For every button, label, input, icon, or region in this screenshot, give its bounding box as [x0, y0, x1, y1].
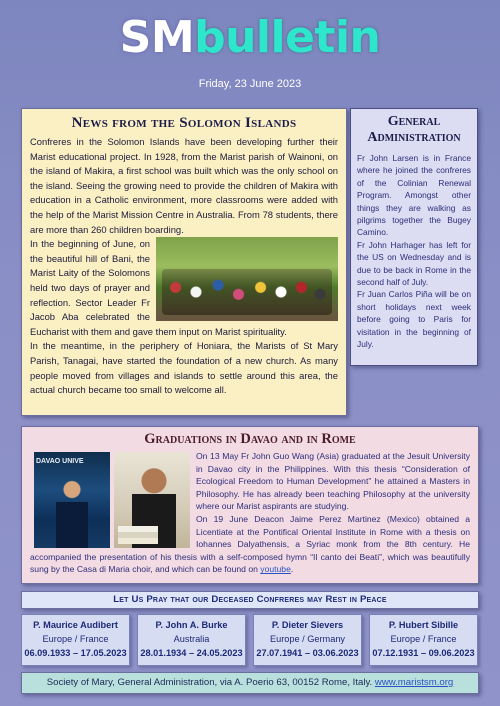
graduations-paragraph-2-end: .: [290, 564, 294, 575]
news-title: News from the Solomon Islands: [71, 115, 297, 131]
graduations-panel: [21, 426, 479, 584]
deceased-dates: 07.12.1931 – 09.06.2023: [372, 648, 475, 658]
deceased-card: [369, 614, 478, 666]
footer-address: Society of Mary, General Administration, via A. Poerio 63, 00152 Rome, Italy.: [46, 677, 373, 688]
deceased-name: P. John A. Burke: [155, 620, 228, 630]
deceased-dates: 06.09.1933 – 17.05.2023: [24, 648, 127, 658]
deceased-name: P. Dieter Sievers: [271, 620, 344, 630]
deceased-region: Europe / Germany: [269, 634, 346, 644]
deceased-region: Australia: [173, 634, 210, 644]
general-admin-panel: [350, 108, 478, 366]
masthead-sm: SM: [119, 12, 195, 63]
deceased-name: P. Hubert Sibille: [388, 620, 459, 630]
issue-date: Friday, 23 June 2023: [198, 78, 302, 90]
masthead-logo: [0, 8, 500, 68]
admin-title: General Administration: [367, 114, 461, 145]
youtube-link[interactable]: youtube: [260, 564, 291, 575]
news-paragraph-2: In the beginning of June, on the beautiful hill of Bani, the Marist Laity of the Solomons held two days of prayer and reflection. Sector Leader Fr Jacob Aba celebrated the Eucharist with them and gave them input on Marist spirituality.: [30, 238, 287, 337]
news-solomon-panel: [21, 108, 347, 416]
deceased-dates: 28.01.1934 – 24.05.2023: [140, 648, 243, 658]
admin-paragraph-1: Fr John Larsen is in France where he joined the confreres of the Colinian Renewal Program. Amongst other things they are walking as pilgrims together the Bugey Camino.: [357, 153, 471, 238]
news-paragraph-1: Confreres in the Solomon Islands have been developing further their Marist educational project. In 1928, from the Marist parish of Wainoni, on the island of Makira, a first school was built which was the only school on the island. Seeing the growing need to provide the children of Makira with education in a Catholic environment, more classrooms were added with the help of the Marist Mission Centre in Australia. From 78 students, there are more than 260 children boarding.: [30, 136, 338, 235]
masthead-bulletin: bulletin: [194, 12, 381, 63]
graduations-paragraph-1: On 13 May Fr John Guo Wang (Asia) graduated at the Jesuit University in Davao city in the Philippines. With this thesis “Consideration of Ecological Freedom to Human Development” he attained a Masters in Philosophy. He has already been teaching Philosophy at the university where our Marist aspirants are studying.: [196, 451, 470, 512]
admin-paragraph-3: Fr Juan Carlos Piña will be on short holidays next week before going to Paris for visitation in the beginning of July.: [357, 289, 471, 350]
graduation-rome-photo: [114, 452, 190, 548]
deceased-region: Europe / France: [390, 634, 457, 644]
deceased-name: P. Maurice Audibert: [33, 620, 118, 630]
graduation-davao-photo: [34, 452, 110, 548]
solomon-group-photo: [156, 237, 338, 321]
deceased-card: [137, 614, 246, 666]
news-paragraph-3: In the meantime, in the periphery of Honiara, the Marists of St Mary Parish, Tanagai, have started the foundation of a new church. As many people moved from villages and islands to settle around this area, the actual church became too small to welcome all.: [30, 340, 338, 396]
deceased-region: Europe / France: [42, 634, 109, 644]
website-link[interactable]: www.maristsm.org: [374, 677, 454, 688]
deceased-card: [21, 614, 130, 666]
admin-paragraph-2: Fr John Harhager has left for the US on Wednesday and is due to be back in Rome in the second half of July.: [357, 239, 471, 288]
graduations-paragraph-2-text: On 19 June Deacon Jaime Perez Martinez (Mexico) obtained a Licentiate at the Pontifical Oriental Institute in Rome with a thesis on Iohannes Dalyathensis, a Syriac monk from the 8th century. He accompanied the presentation of his thesis with a self-composed hymn “Il canto dei Beati”, which was beautifully sung by the Casa di Maria choir, and which can be found on: [30, 513, 470, 575]
photo-sign-text: DAVAO UNIVE: [36, 458, 84, 465]
deceased-card: [253, 614, 362, 666]
graduations-title: Graduations in Davao and in Rome: [144, 431, 356, 447]
footer: [21, 672, 479, 694]
deceased-dates: 27.07.1941 – 03.06.2023: [256, 648, 359, 658]
prayer-banner: Let Us Pray that our Deceased Confreres may Rest in Peace: [21, 591, 479, 609]
